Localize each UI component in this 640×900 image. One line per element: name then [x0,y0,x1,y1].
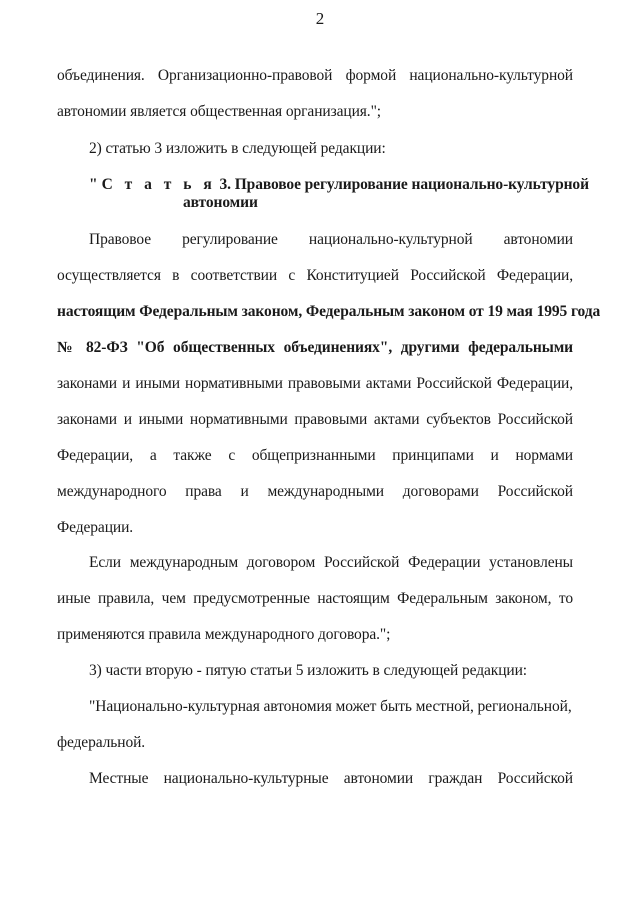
text-line: иные правила, чем предусмотренные настоящим Федеральным законом, то [57,590,573,607]
page-number: 2 [315,9,325,28]
text-line: "Национально-культурная автономия может быть местной, региональной, [89,698,572,715]
text-line: 3) части вторую - пятую статьи 5 изложить в следующей редакции: [89,662,528,679]
text-line: настоящим Федеральным законом, Федеральным законом от 19 мая 1995 года [57,303,601,320]
text-line: законами и иными нормативными правовыми актами Российской Федерации, [57,375,573,392]
text-line: автономии является общественная организация."; [57,103,382,120]
article-title-continued: автономии [183,194,258,211]
text-line: осуществляется в соответствии с Конституцией Российской Федерации, [57,267,573,284]
article-label: "С т а т ь я [89,176,216,193]
text-line: № 82-ФЗ "Об общественных объединениях", другими федеральными [57,339,573,356]
text-line: законами и иными нормативными правовыми актами субъектов Российской [57,411,573,428]
text-line: международного права и международными договорами Российской [57,483,573,500]
text-line: объединения. Организационно-правовой формой национально-культурной [57,67,573,84]
text-line: Федерации, а также с общепризнанными принципами и нормами [57,447,573,464]
text-line: Федерации. [57,519,134,536]
text-line: Если международным договором Российской Федерации установлены [89,554,573,571]
text-line: Местные национально-культурные автономии граждан Российской [89,770,573,787]
article-heading [89,175,589,195]
text-line: 2) статью 3 изложить в следующей редакции: [89,140,386,157]
text-line: федеральной. [57,734,146,751]
text-line: применяются правила международного договора."; [57,626,391,643]
article-title: 3. Правовое регулирование национально-культурной [219,176,589,193]
text-line: Правовое регулирование национально-культурной автономии [89,231,573,248]
